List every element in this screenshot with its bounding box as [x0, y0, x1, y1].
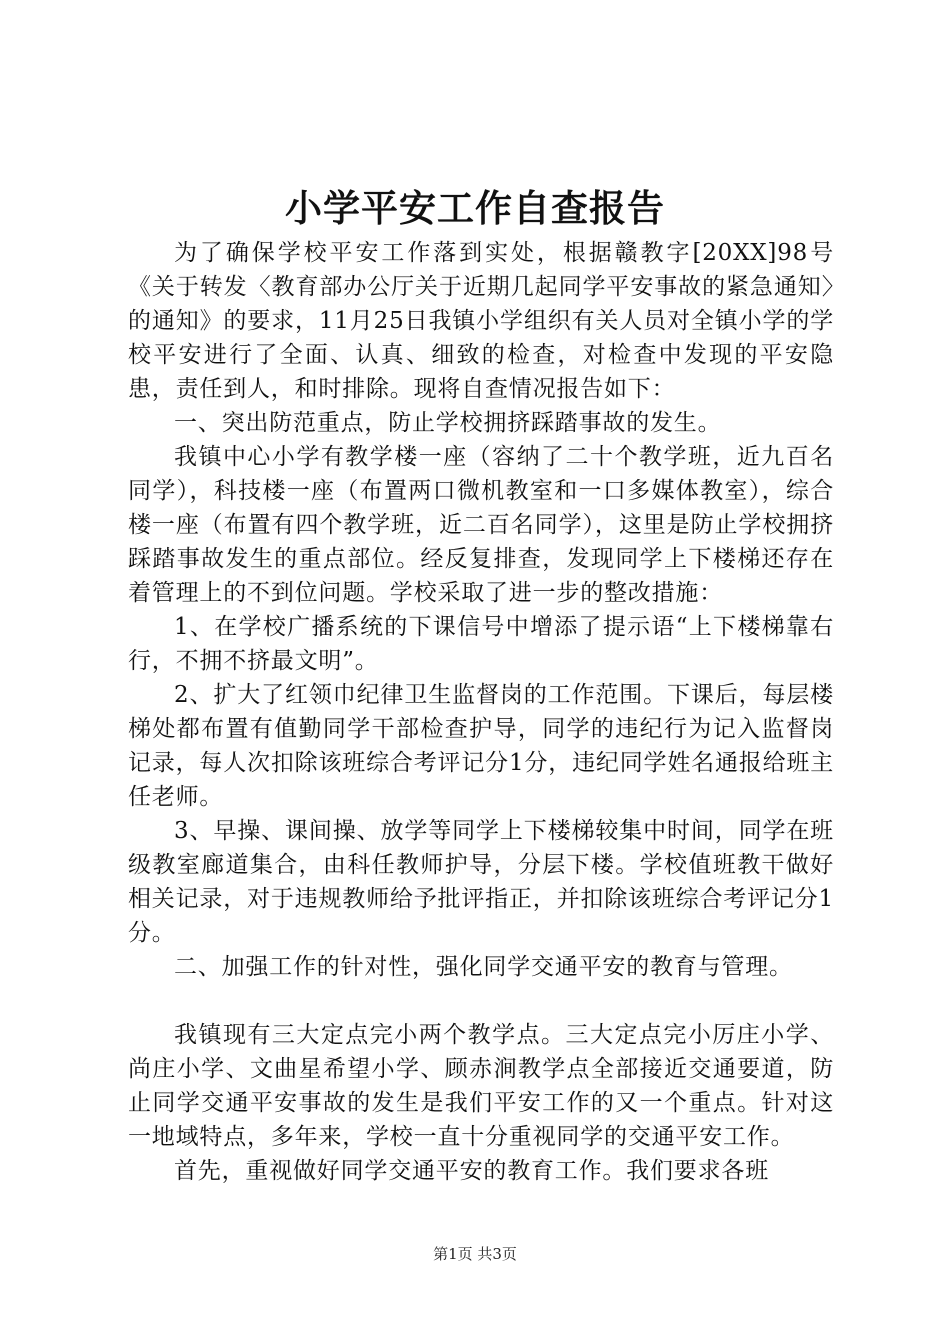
body-paragraph: 我镇中心小学有教学楼一座（容纳了二十个教学班，近九百名同学），科技楼一座（布置两口微机教室和一口多媒体教室），综合楼一座（布置有四个教学班，近二百名同学），这里是防止学校拥挤踩踏事故发生的重点部位。经反复排查，发现同学上下楼梯还存在着管理上的不到位问题。学校采取了进一步的整改措施： — [128, 444, 834, 606]
section-heading-1: 一、突出防范重点，防止学校拥挤踩踏事故的发生。 — [174, 410, 722, 436]
document-body — [128, 236, 834, 1188]
paragraph-gap — [128, 984, 834, 1018]
list-item-3: 3、早操、课间操、放学等同学上下楼梯较集中时间，同学在班级教室廊道集合，由科任教师护导，分层下楼。学校值班教干做好相关记录，对于违规教师给予批评指正，并扣除该班综合考评记分1分。 — [128, 818, 834, 946]
intro-paragraph: 为了确保学校平安工作落到实处，根据赣教字[20XX]98号《关于转发〈教育部办公厅关于近期几起同学平安事故的紧急通知〉的通知》的要求，11月25日我镇小学组织有关人员对全镇小学的学校平安进行了全面、认真、细致的检查，对检查中发现的平安隐患，责任到人，和时排除。现将自查情况报告如下： — [128, 240, 834, 402]
body-paragraph: 首先，重视做好同学交通平安的教育工作。我们要求各班 — [174, 1158, 769, 1184]
body-paragraph: 我镇现有三大定点完小两个教学点。三大定点完小厉庄小学、尚庄小学、文曲星希望小学、顾赤涧教学点全部接近交通要道，防止同学交通平安事故的发生是我们平安工作的又一个重点。针对这一地域特点，多年来，学校一直十分重视同学的交通平安工作。 — [128, 1022, 834, 1150]
page-title: 小学平安工作自查报告 — [285, 186, 665, 230]
list-item-2: 2、扩大了红领巾纪律卫生监督岗的工作范围。下课后，每层楼梯处都布置有值勤同学干部检查护导，同学的违纪行为记入监督岗记录，每人次扣除该班综合考评记分1分，违纪同学姓名通报给班主任老师。 — [128, 682, 834, 810]
page-footer: 第1页 共3页 — [433, 1245, 517, 1263]
list-item-1: 1、在学校广播系统的下课信号中增添了提示语“上下楼梯靠右行，不拥不挤最文明”。 — [128, 614, 834, 674]
section-heading-2: 二、加强工作的针对性，强化同学交通平安的教育与管理。 — [174, 954, 793, 980]
